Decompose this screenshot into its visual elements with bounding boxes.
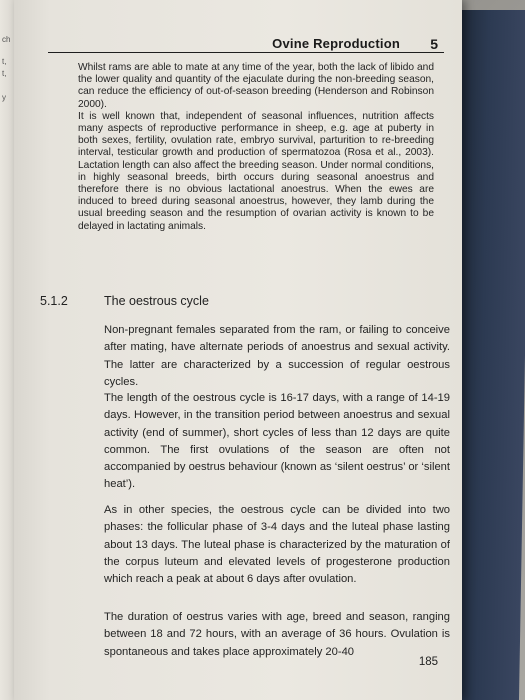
intro-paragraph: Whilst rams are able to mate at any time of the year, both the lack of libido and the lower quality and quantity of the ejaculate during the non-breeding season, can reduce the efficiency of out-of-season breeding (Henderson and Robinson 2000). xyxy=(78,62,434,110)
paragraph-text: As in other species, the oestrous cycle can be divided into two phases: the follicular phase of 3-4 days and the luteal phase lasting about 13 days. The luteal phase is characterized by the maturation of the corpus luteum and elevated levels of progesterone production which reach a peak at about 6 days after ovulation. xyxy=(104,504,450,586)
intro-paragraph: It is well known that, independent of seasonal influences, nutrition affects many aspects of reproductive performance in sheep, e.g. age at puberty in both sexes, fertility, ovulation rate, embryo survival, parturition to re-breeding interval, testicular growth and production of spermatozoa (Rosa et al., 2003). Lactation length can also affect the breeding season. Under normal conditions, in highly seasonal breeds, birth occurs during seasonal anoestrus and therefore there is no obvious lactational anoestrus. When the ewes are induced to breed during seasonal anoestrus, however, they lamb during the usual breeding season and the resumption of ovarian activity is known to be delayed in lactating animals. xyxy=(78,110,434,232)
left-page-fragment: t, xyxy=(2,57,7,66)
left-page-fragment: y xyxy=(2,93,6,102)
left-page-fragment: ch xyxy=(2,35,11,44)
section-title: The oestrous cycle xyxy=(104,294,209,308)
body-paragraph xyxy=(104,322,450,391)
page-number: 185 xyxy=(418,656,438,668)
intro-text xyxy=(78,62,434,233)
running-header xyxy=(48,24,444,53)
paragraph-text: The length of the oestrous cycle is 16-17 days, with a range of 14-19 days. However, in the transition period between anoestrus and sexual activity (end of summer), short cycles of less than 12 days are quite common. The first ovulations of the season are often not accompanied by oestrus behaviour (known as ‘silent oestrus’ or ‘silent heat’). xyxy=(104,392,450,491)
body-paragraph xyxy=(104,502,450,588)
body-paragraph xyxy=(104,609,450,661)
paragraph-text: Non-pregnant females separated from the ram, or failing to conceive after mating, have alternate periods of anoestrus and sexual activity. The latter are characterized by a succession of regular oestrous cycles. xyxy=(104,324,450,388)
book-page xyxy=(14,0,462,700)
section-number: 5.1.2 xyxy=(40,294,68,308)
chapter-number: 5 xyxy=(430,36,438,52)
left-page-fragment: t, xyxy=(2,69,7,78)
running-title: Ovine Reproduction xyxy=(272,36,400,51)
body-paragraph xyxy=(104,390,450,494)
paragraph-text: The duration of oestrus varies with age, breed and season, ranging between 18 and 72 hours, with an average of 36 hours. Ovulation is spontaneous and takes place approximately 20-40 xyxy=(104,611,450,658)
